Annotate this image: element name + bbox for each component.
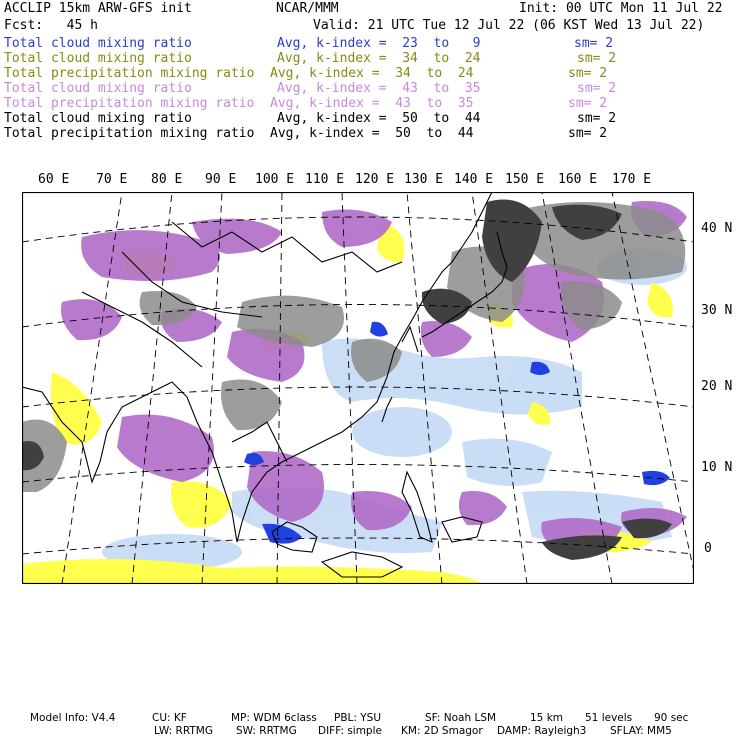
legend-avg: Avg, k-index = 23 to 9 [277,36,481,51]
legend-row [4,66,736,81]
footer-resolution: 15 km [530,712,564,724]
lon-label: 160 E [558,172,598,187]
lon-label: 110 E [305,172,345,187]
lon-label: 60 E [38,172,70,187]
legend-avg: Avg, k-index = 34 to 24 [277,51,481,66]
init-time: Init: 00 UTC Mon 11 Jul 22 [519,1,723,16]
lon-label: 120 E [355,172,395,187]
lat-label: 40 N [701,221,733,236]
footer-levels: 51 levels [585,712,633,724]
legend-row [4,111,736,126]
legend-sm: sm= 2 [568,66,608,81]
lon-label: 170 E [612,172,652,187]
model-title: ACCLIP 15km ARW-GFS init [4,1,192,16]
footer-lw: LW: RRTMG [154,725,213,737]
footer-mp: MP: WDM 6class [231,712,317,724]
lon-label: 70 E [96,172,128,187]
lat-label: 10 N [701,460,733,475]
legend-field: Total precipitation mixing ratio [4,126,255,141]
footer-km: KM: 2D Smagor [401,725,483,737]
org-label: NCAR/MMM [276,1,339,16]
legend-sm: sm= 2 [574,36,614,51]
footer-damp: DAMP: Rayleigh3 [497,725,587,737]
lat-label: 0 [704,541,712,556]
legend-avg: Avg, k-index = 43 to 35 [277,81,481,96]
legend-sm: sm= 2 [577,81,617,96]
footer-diff: DIFF: simple [318,725,382,737]
lon-label: 80 E [151,172,183,187]
legend-field: Total cloud mixing ratio [4,36,192,51]
legend-field: Total precipitation mixing ratio [4,66,255,81]
legend-row [4,126,736,141]
legend-field: Total cloud mixing ratio [4,111,192,126]
legend-row [4,81,736,96]
legend-field: Total cloud mixing ratio [4,81,192,96]
footer-cu: CU: KF [152,712,187,724]
legend-sm: sm= 2 [577,51,617,66]
lon-label: 140 E [454,172,494,187]
legend-row [4,51,736,66]
lon-label: 150 E [505,172,545,187]
legend-avg: Avg, k-index = 50 to 44 [270,126,474,141]
lat-label: 20 N [701,379,733,394]
legend-avg: Avg, k-index = 43 to 35 [270,96,474,111]
lat-label: 30 N [701,303,733,318]
footer-pbl: PBL: YSU [334,712,382,724]
legend-sm: sm= 2 [577,111,617,126]
footer-model-info: Model Info: V4.4 [30,712,116,724]
legend-sm: sm= 2 [568,96,608,111]
lon-label: 130 E [404,172,444,187]
forecast-map [22,192,694,584]
forecast-hour: Fcst: 45 h [4,18,98,33]
legend-row [4,96,736,111]
valid-time: Valid: 21 UTC Tue 12 Jul 22 (06 KST Wed 13 Jul 22) [313,18,705,33]
legend-field: Total cloud mixing ratio [4,51,192,66]
legend-row [4,36,736,51]
footer-sflay: SFLAY: MM5 [610,725,672,737]
legend-avg: Avg, k-index = 34 to 24 [270,66,474,81]
legend-field: Total precipitation mixing ratio [4,96,255,111]
footer-sf: SF: Noah LSM [425,712,497,724]
legend-avg: Avg, k-index = 50 to 44 [277,111,481,126]
legend-sm: sm= 2 [568,126,608,141]
lon-label: 90 E [205,172,237,187]
lon-label: 100 E [255,172,295,187]
footer-timestep: 90 sec [654,712,689,724]
footer-sw: SW: RRTMG [236,725,297,737]
